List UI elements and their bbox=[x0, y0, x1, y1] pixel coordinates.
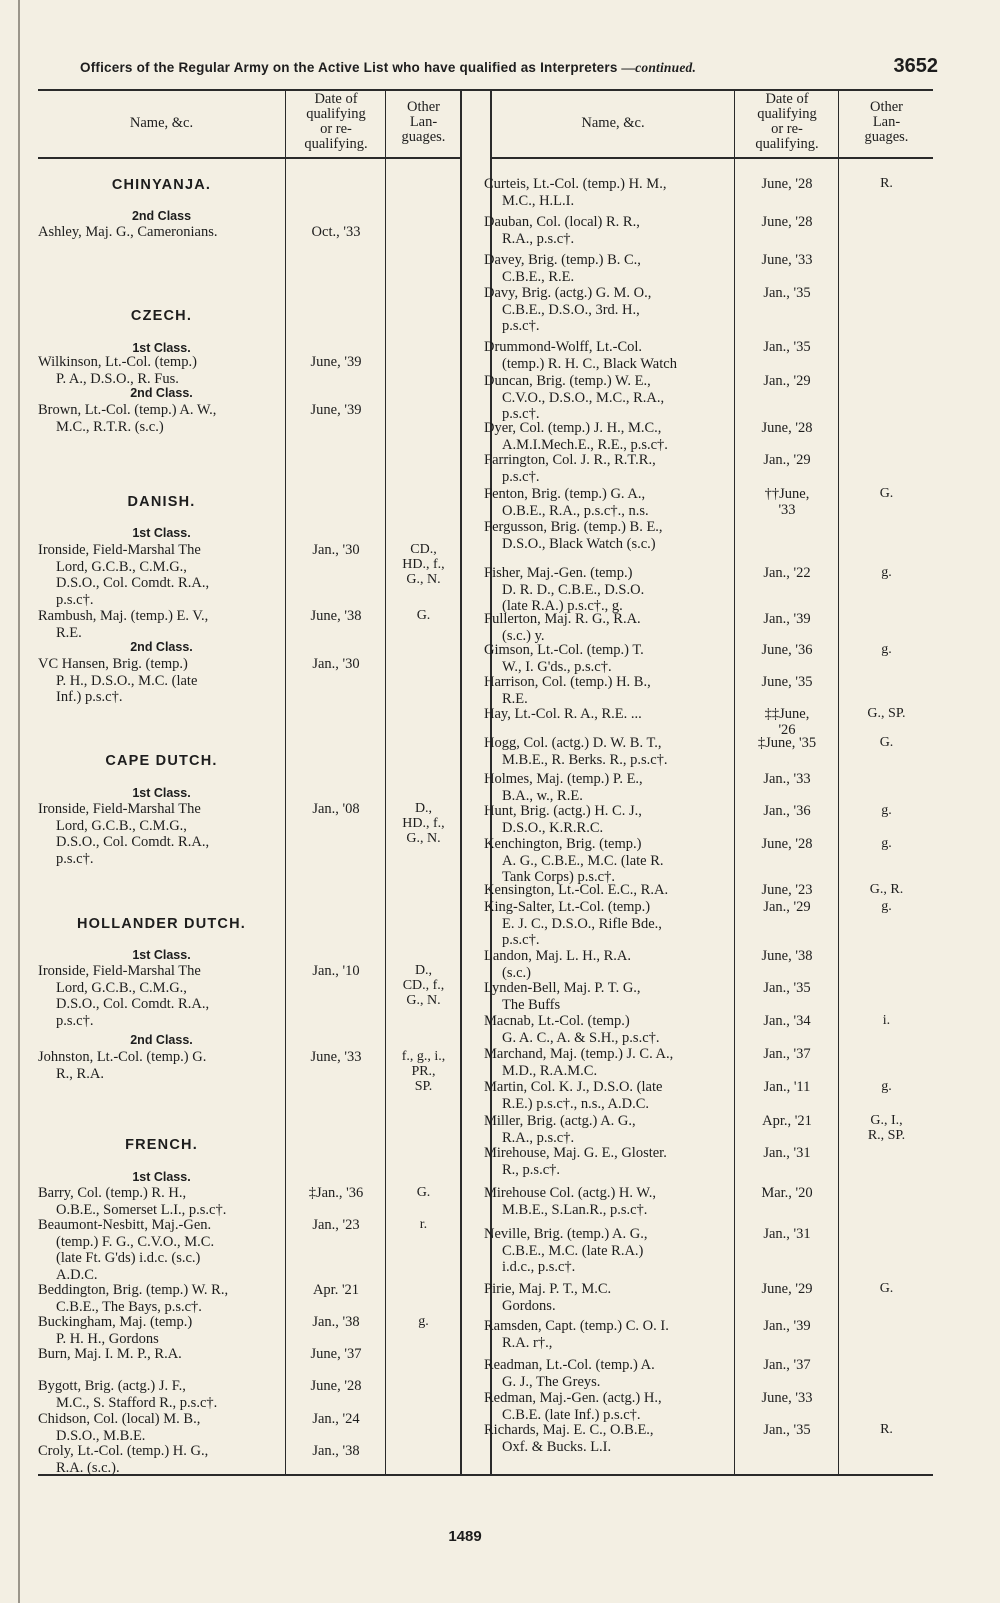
entry-other-languages: g. bbox=[881, 899, 892, 914]
entry-name-line: Curteis, Lt.-Col. (temp.) H. M., bbox=[484, 176, 667, 192]
entry-name-line: Hunt, Brig. (actg.) H. C. J., bbox=[484, 803, 642, 819]
entry-date: Jan., '29 bbox=[763, 373, 811, 389]
entry-name-line: Farrington, Col. J. R., R.T.R., bbox=[484, 452, 656, 468]
interpreter-table bbox=[38, 89, 933, 1509]
entry-name-line: Wilkinson, Lt.-Col. (temp.) bbox=[38, 354, 197, 370]
entry-name-line: p.s.c†. bbox=[502, 932, 540, 948]
header-title bbox=[80, 60, 696, 76]
entry-name bbox=[38, 1411, 285, 1444]
entry-name-line: Ironside, Field-Marshal The bbox=[38, 963, 201, 979]
entry-name-line: W., I. G'ds., p.s.c†. bbox=[502, 658, 612, 675]
entry-name-line: Bygott, Brig. (actg.) J. F., bbox=[38, 1378, 186, 1394]
class-heading: 2nd Class. bbox=[130, 1033, 193, 1047]
entry-name bbox=[484, 1145, 734, 1178]
column-rule bbox=[285, 89, 286, 1474]
entry-name-line: Beddington, Brig. (temp.) W. R., bbox=[38, 1282, 229, 1298]
entry-name-line: D.S.O., Col. Comdt. R.A., bbox=[56, 996, 210, 1012]
entry-name bbox=[484, 899, 734, 949]
entry-name-line: Lord, G.C.B., C.M.G., bbox=[56, 558, 187, 575]
entry-date: Jan., '37 bbox=[763, 1357, 811, 1373]
entry-other-languages: CD., HD., f., G., N. bbox=[402, 542, 445, 587]
entry-name-line: R.A., p.s.c†. bbox=[502, 230, 575, 247]
section-heading: CHINYANJA. bbox=[111, 177, 212, 193]
entry-name-line: Johnston, Lt.-Col. (temp.) G. bbox=[38, 1049, 207, 1065]
entry-name-line: R.E. bbox=[502, 690, 528, 707]
entry-date: June, '33 bbox=[761, 252, 813, 268]
entry-name-line: R.E.) p.s.c†., n.s., A.D.C. bbox=[502, 1095, 650, 1112]
entry-date: June, '37 bbox=[310, 1346, 362, 1362]
entry-other-languages: g. bbox=[881, 836, 892, 851]
entry-name-line: Ashley, Maj. G., Cameronians. bbox=[38, 224, 218, 240]
entry-name-line: O.B.E., Somerset L.I., p.s.c†. bbox=[56, 1201, 227, 1218]
entry-date: June, '28 bbox=[310, 1378, 362, 1394]
entry-other-languages: R. bbox=[880, 1422, 893, 1437]
entry-name bbox=[38, 1378, 285, 1411]
entry-name-line: R.A. (s.c.). bbox=[56, 1459, 120, 1476]
entry-date: Jan., '23 bbox=[312, 1217, 360, 1233]
entry-name-line: C.B.E., D.S.O., 3rd. H., bbox=[502, 301, 640, 318]
entry-name-line: R., p.s.c†. bbox=[502, 1161, 560, 1178]
entry-name-line: D.S.O., Col. Comdt. R.A., bbox=[56, 575, 210, 591]
entry-name bbox=[484, 285, 734, 335]
entry-other-languages: G., I., R., SP. bbox=[867, 1113, 906, 1143]
entry-name-line: Holmes, Maj. (temp.) P. E., bbox=[484, 771, 643, 787]
entry-name-line: Buckingham, Maj. (temp.) bbox=[38, 1314, 193, 1330]
entry-name bbox=[484, 1390, 734, 1423]
page-spine bbox=[18, 0, 20, 1603]
entry-date: Jan., '31 bbox=[763, 1226, 811, 1242]
entry-name-line: A.M.I.Mech.E., R.E., p.s.c†. bbox=[502, 436, 668, 453]
entry-name bbox=[484, 1079, 734, 1112]
entry-name-line: Landon, Maj. L. H., R.A. bbox=[484, 948, 631, 964]
entry-name bbox=[38, 963, 285, 1029]
entry-date: Jan., '35 bbox=[763, 1422, 811, 1438]
entry-name bbox=[484, 674, 734, 707]
column-rule bbox=[460, 89, 462, 1474]
entry-name-line: Dauban, Col. (local) R. R., bbox=[484, 214, 640, 230]
entry-other-languages: D., CD., f., G., N. bbox=[402, 963, 445, 1008]
entry-name bbox=[38, 1314, 285, 1347]
entry-date: June, '36 bbox=[761, 642, 813, 658]
class-heading: 1st Class. bbox=[132, 786, 191, 800]
entry-name bbox=[484, 214, 734, 247]
entry-other-languages: G. bbox=[416, 1185, 431, 1200]
entry-name-line: Tank Corps) p.s.c†. bbox=[502, 869, 615, 885]
entry-name-line: C.B.E., The Bays, p.s.c†. bbox=[56, 1298, 202, 1315]
header-bottom-rule bbox=[490, 157, 933, 159]
entry-name bbox=[484, 1281, 734, 1314]
entry-name bbox=[484, 1185, 734, 1218]
entry-date: Mar., '20 bbox=[761, 1185, 813, 1201]
entry-name-line: Marchand, Maj. (temp.) J. C. A., bbox=[484, 1046, 674, 1062]
entry-name bbox=[484, 948, 734, 981]
entry-date: June, '38 bbox=[310, 608, 362, 624]
entry-date: Jan., '37 bbox=[763, 1046, 811, 1062]
class-heading: 1st Class. bbox=[132, 1170, 191, 1184]
entry-name-line: Neville, Brig. (temp.) A. G., bbox=[484, 1226, 648, 1242]
entry-name-line: Harrison, Col. (temp.) H. B., bbox=[484, 674, 651, 690]
entry-name-line: Drummond-Wolff, Lt.-Col. bbox=[484, 339, 643, 355]
entry-name bbox=[484, 1422, 734, 1455]
entry-name-line: D.S.O., Col. Comdt. R.A., bbox=[56, 834, 210, 850]
entry-other-languages: g. bbox=[418, 1314, 429, 1329]
entry-name-line: Ramsden, Capt. (temp.) C. O. I. bbox=[484, 1318, 669, 1334]
entry-name bbox=[484, 452, 734, 485]
entry-other-languages: G. bbox=[416, 608, 431, 623]
entry-name-line: (s.c.) y. bbox=[502, 627, 545, 644]
entry-name bbox=[484, 1226, 734, 1276]
entry-name-line: D.S.O., Black Watch (s.c.) bbox=[502, 535, 656, 552]
entry-date: Jan., '38 bbox=[312, 1314, 360, 1330]
col-header-date: Date of qualifying or re- qualifying. bbox=[304, 91, 368, 152]
entry-name-line: Ironside, Field-Marshal The bbox=[38, 542, 201, 558]
entry-name-line: D.S.O., K.R.R.C. bbox=[502, 819, 604, 836]
header-bottom-rule bbox=[38, 157, 462, 159]
entry-name bbox=[38, 402, 285, 435]
entry-name-line: (late Ft. G'ds) i.d.c. (s.c.) bbox=[56, 1250, 201, 1266]
entry-name-line: C.B.E. (late Inf.) p.s.c†. bbox=[502, 1406, 641, 1423]
entry-date: Jan., '33 bbox=[763, 771, 811, 787]
entry-date: Jan., '35 bbox=[763, 339, 811, 355]
entry-name bbox=[38, 1346, 285, 1363]
entry-date: Jan., '39 bbox=[763, 1318, 811, 1334]
entry-name bbox=[484, 836, 734, 886]
entry-date: June, '28 bbox=[761, 214, 813, 230]
entry-date: Jan., '29 bbox=[763, 452, 811, 468]
entry-name-line: Kenchington, Brig. (temp.) bbox=[484, 836, 642, 852]
entry-name bbox=[484, 803, 734, 836]
entry-name bbox=[484, 176, 734, 209]
entry-name bbox=[484, 706, 734, 723]
entry-name-line: M.C., S. Stafford R., p.s.c†. bbox=[56, 1394, 218, 1411]
entry-name bbox=[484, 565, 734, 615]
entry-name bbox=[38, 608, 285, 641]
entry-name-line: B.A., w., R.E. bbox=[502, 787, 583, 804]
entry-name-line: M.D., R.A.M.C. bbox=[502, 1062, 598, 1079]
entry-date: June, '39 bbox=[310, 402, 362, 418]
entry-name-line: A. G., C.B.E., M.C. (late R. bbox=[502, 852, 664, 869]
entry-name bbox=[38, 1049, 285, 1082]
entry-name bbox=[484, 339, 734, 372]
class-heading: 2nd Class. bbox=[130, 640, 193, 654]
entry-date: Jan., '39 bbox=[763, 611, 811, 627]
entry-name-line: (s.c.) bbox=[502, 964, 531, 981]
entry-name-line: E. J. C., D.S.O., Rifle Bde., bbox=[502, 915, 662, 932]
entry-name-line: R.A., p.s.c†. bbox=[502, 1129, 575, 1146]
entry-name-line: Kensington, Lt.-Col. E.C., R.A. bbox=[484, 882, 669, 898]
entry-name-line: p.s.c†. bbox=[56, 1012, 94, 1029]
entry-other-languages: g. bbox=[881, 1079, 892, 1094]
entry-name bbox=[484, 882, 734, 899]
entry-name bbox=[38, 1217, 285, 1283]
entry-name-line: Mirehouse, Maj. G. E., Gloster. bbox=[484, 1145, 667, 1161]
entry-name-line: p.s.c†. bbox=[502, 406, 540, 422]
entry-name-line: Lord, G.C.B., C.M.G., bbox=[56, 979, 187, 996]
entry-name-line: D. R. D., C.B.E., D.S.O. bbox=[502, 581, 645, 598]
entry-name-line: Davey, Brig. (temp.) B. C., bbox=[484, 252, 641, 268]
entry-other-languages: G. bbox=[879, 1281, 894, 1296]
entry-date: June, '29 bbox=[761, 1281, 813, 1297]
entry-name-line: King-Salter, Lt.-Col. (temp.) bbox=[484, 899, 651, 915]
entry-date: Oct., '33 bbox=[311, 224, 361, 240]
entry-name-line: D.S.O., M.B.E. bbox=[56, 1427, 146, 1444]
section-heading: DANISH. bbox=[127, 494, 196, 510]
entry-name-line: Readman, Lt.-Col. (temp.) A. bbox=[484, 1357, 655, 1373]
entry-name-line: Gimson, Lt.-Col. (temp.) T. bbox=[484, 642, 644, 658]
entry-date: Apr. '21 bbox=[312, 1282, 360, 1298]
entry-name bbox=[484, 642, 734, 675]
entry-other-languages: f., g., i., PR., SP. bbox=[401, 1049, 446, 1094]
class-heading: 2nd Class bbox=[131, 209, 192, 223]
entry-other-languages: g. bbox=[881, 642, 892, 657]
entry-name bbox=[38, 542, 285, 608]
entry-date: Jan., '36 bbox=[763, 803, 811, 819]
entry-name-line: Beaumont-Nesbitt, Maj.-Gen. bbox=[38, 1217, 212, 1233]
entry-date: Apr., '21 bbox=[762, 1113, 812, 1129]
entry-name bbox=[484, 420, 734, 453]
entry-date: June, '38 bbox=[761, 948, 813, 964]
section-heading: CAPE DUTCH. bbox=[105, 753, 218, 769]
entry-date: June, '28 bbox=[761, 176, 813, 192]
column-rule bbox=[385, 89, 386, 1474]
entry-name-line: Lord, G.C.B., C.M.G., bbox=[56, 817, 187, 834]
entry-date: June, '33 bbox=[761, 1390, 813, 1406]
header-title-suffix: —continued. bbox=[621, 60, 697, 75]
entry-name bbox=[484, 519, 734, 552]
entry-name-line: Davy, Brig. (actg.) G. M. O., bbox=[484, 285, 652, 301]
entry-name bbox=[38, 354, 285, 387]
entry-name-line: Mirehouse Col. (actg.) H. W., bbox=[484, 1185, 656, 1201]
class-heading: 2nd Class. bbox=[130, 386, 193, 400]
entry-name bbox=[484, 611, 734, 644]
entry-date: Jan., '29 bbox=[763, 899, 811, 915]
entry-date: ‡Jan., '36 bbox=[308, 1185, 364, 1201]
col-header-name: Name, &c. bbox=[581, 115, 645, 131]
entry-name-line: Gordons. bbox=[502, 1297, 556, 1314]
entry-name-line: M.C., R.T.R. (s.c.) bbox=[56, 418, 164, 435]
entry-name-line: Pirie, Maj. P. T., M.C. bbox=[484, 1281, 612, 1297]
entry-name-line: (late R.A.) p.s.c†., g. bbox=[502, 598, 623, 614]
entry-name-line: R.E. bbox=[56, 624, 82, 641]
entry-name bbox=[484, 1013, 734, 1046]
entry-name-line: G. A. C., A. & S.H., p.s.c†. bbox=[502, 1029, 660, 1046]
entry-other-languages: G. bbox=[879, 735, 894, 750]
entry-date: June, '39 bbox=[310, 354, 362, 370]
entry-name-line: VC Hansen, Brig. (temp.) bbox=[38, 656, 188, 672]
entry-name-line: Inf.) p.s.c†. bbox=[56, 689, 123, 705]
entry-name-line: Brown, Lt.-Col. (temp.) A. W., bbox=[38, 402, 217, 418]
entry-name-line: Ironside, Field-Marshal The bbox=[38, 801, 201, 817]
footer-page-number: 1489 bbox=[448, 1528, 482, 1545]
column-rule bbox=[734, 89, 735, 1474]
entry-date: Jan., '38 bbox=[312, 1443, 360, 1459]
entry-name-line: Fenton, Brig. (temp.) G. A., bbox=[484, 486, 646, 502]
entry-name-line: Rambush, Maj. (temp.) E. V., bbox=[38, 608, 209, 624]
entry-other-languages: G. bbox=[879, 486, 894, 501]
entry-other-languages: i. bbox=[882, 1013, 891, 1028]
entry-name bbox=[484, 373, 734, 423]
entry-name bbox=[38, 224, 285, 241]
entry-name bbox=[484, 486, 734, 519]
entry-name bbox=[484, 1113, 734, 1146]
entry-other-languages: D., HD., f., G., N. bbox=[402, 801, 445, 846]
entry-name-line: Hay, Lt.-Col. R. A., R.E. ... bbox=[484, 706, 642, 722]
entry-name-line: P. H., D.S.O., M.C. (late bbox=[56, 672, 198, 689]
entry-name-line: (temp.) R. H. C., Black Watch bbox=[502, 355, 677, 372]
entry-name-line: Croly, Lt.-Col. (temp.) H. G., bbox=[38, 1443, 209, 1459]
entry-date: Jan., '10 bbox=[312, 963, 360, 979]
entry-name bbox=[484, 1046, 734, 1079]
col-header-date: Date of qualifying or re- qualifying. bbox=[755, 91, 819, 152]
col-header-other: Other Lan- guages. bbox=[864, 99, 909, 145]
entry-name-line: A.D.C. bbox=[56, 1266, 98, 1283]
entry-name-line: O.B.E., R.A., p.s.c†., n.s. bbox=[502, 502, 649, 519]
entry-name-line: p.s.c†. bbox=[502, 318, 540, 334]
entry-date: June, '33 bbox=[310, 1049, 362, 1065]
entry-date: Jan., '31 bbox=[763, 1145, 811, 1161]
entry-name-line: R., R.A. bbox=[56, 1065, 104, 1082]
entry-name-line: Fullerton, Maj. R. G., R.A. bbox=[484, 611, 641, 627]
entry-name bbox=[484, 252, 734, 285]
header-title-main: Officers of the Regular Army on the Active List who have qualified as Interpreters bbox=[80, 60, 618, 75]
entry-name-line: Lynden-Bell, Maj. P. T. G., bbox=[484, 980, 641, 996]
entry-name-line: p.s.c†. bbox=[502, 468, 540, 485]
section-heading: CZECH. bbox=[130, 308, 193, 324]
entry-name bbox=[484, 1318, 734, 1351]
entry-name-line: Redman, Maj.-Gen. (actg.) H., bbox=[484, 1390, 662, 1406]
entry-date: ‡‡June, '26 bbox=[764, 706, 810, 738]
entry-other-languages: G., R. bbox=[869, 882, 904, 897]
entry-date: Jan., '11 bbox=[763, 1079, 811, 1095]
class-heading: 1st Class. bbox=[132, 948, 191, 962]
entry-date: Jan., '34 bbox=[763, 1013, 811, 1029]
col-header-other: Other Lan- guages. bbox=[401, 99, 446, 145]
entry-other-languages: r. bbox=[419, 1217, 428, 1232]
entry-name-line: i.d.c., p.s.c†. bbox=[502, 1259, 576, 1275]
section-heading: HOLLANDER DUTCH. bbox=[76, 916, 247, 932]
entry-name bbox=[38, 801, 285, 867]
entry-name-line: p.s.c†. bbox=[56, 850, 94, 867]
entry-name bbox=[484, 1357, 734, 1390]
entry-date: ††June, '33 bbox=[764, 486, 810, 518]
entry-name-line: G. J., The Greys. bbox=[502, 1373, 601, 1390]
section-heading: FRENCH. bbox=[125, 1137, 198, 1153]
entry-name-line: M.B.E., R. Berks. R., p.s.c†. bbox=[502, 751, 668, 768]
entry-date: June, '28 bbox=[761, 420, 813, 436]
entry-name-line: Barry, Col. (temp.) R. H., bbox=[38, 1185, 187, 1201]
entry-name-line: R.A. r†., bbox=[502, 1334, 553, 1351]
entry-name-line: Fergusson, Brig. (temp.) B. E., bbox=[484, 519, 663, 535]
entry-other-languages: g. bbox=[881, 565, 892, 580]
column-rule bbox=[838, 89, 839, 1474]
entry-name-line: Miller, Brig. (actg.) A. G., bbox=[484, 1113, 636, 1129]
entry-date: June, '35 bbox=[761, 674, 813, 690]
entry-name bbox=[484, 771, 734, 804]
entry-name-line: C.B.E., R.E. bbox=[502, 268, 575, 285]
entry-name-line: P. H. H., Gordons bbox=[56, 1330, 159, 1347]
entry-name bbox=[484, 735, 734, 768]
entry-name bbox=[38, 1185, 285, 1218]
entry-name-line: P. A., D.S.O., R. Fus. bbox=[56, 370, 179, 387]
entry-other-languages: g. bbox=[881, 803, 892, 818]
entry-name-line: Hogg, Col. (actg.) D. W. B. T., bbox=[484, 735, 662, 751]
entry-name-line: Dyer, Col. (temp.) J. H., M.C., bbox=[484, 420, 662, 436]
entry-date: Jan., '30 bbox=[312, 656, 360, 672]
entry-date: June, '23 bbox=[761, 882, 813, 898]
entry-date: Jan., '30 bbox=[312, 542, 360, 558]
entry-name bbox=[38, 1443, 285, 1476]
entry-date: Jan., '35 bbox=[763, 980, 811, 996]
entry-name bbox=[484, 980, 734, 1013]
class-heading: 1st Class. bbox=[132, 341, 191, 355]
entry-name-line: (temp.) F. G., C.V.O., M.C. bbox=[56, 1233, 215, 1250]
entry-date: June, '28 bbox=[761, 836, 813, 852]
entry-other-languages: R. bbox=[880, 176, 893, 191]
entry-name-line: Martin, Col. K. J., D.S.O. (late bbox=[484, 1079, 663, 1095]
entry-name-line: Richards, Maj. E. C., O.B.E., bbox=[484, 1422, 654, 1438]
entry-other-languages: G., SP. bbox=[867, 706, 906, 721]
entry-date: ‡June, '35 bbox=[757, 735, 817, 751]
entry-date: Jan., '08 bbox=[312, 801, 360, 817]
col-header-name: Name, &c. bbox=[129, 115, 194, 131]
entry-name-line: Oxf. & Bucks. L.I. bbox=[502, 1438, 612, 1455]
entry-name-line: Chidson, Col. (local) M. B., bbox=[38, 1411, 201, 1427]
entry-name-line: C.B.E., M.C. (late R.A.) bbox=[502, 1242, 644, 1259]
entry-name-line: Fisher, Maj.-Gen. (temp.) bbox=[484, 565, 633, 581]
entry-name-line: M.B.E., S.Lan.R., p.s.c†. bbox=[502, 1201, 648, 1218]
entry-name-line: M.C., H.L.I. bbox=[502, 192, 575, 209]
header-page-number: 3652 bbox=[893, 55, 938, 77]
entry-name-line: Burn, Maj. I. M. P., R.A. bbox=[38, 1346, 182, 1362]
page-header bbox=[80, 52, 938, 78]
entry-name-line: p.s.c†. bbox=[56, 591, 94, 608]
entry-name bbox=[38, 656, 285, 706]
class-heading: 1st Class. bbox=[132, 526, 191, 540]
entry-date: Jan., '35 bbox=[763, 285, 811, 301]
entry-date: Jan., '24 bbox=[312, 1411, 360, 1427]
entry-name-line: C.V.O., D.S.O., M.C., R.A., bbox=[502, 389, 665, 406]
entry-name-line: Duncan, Brig. (temp.) W. E., bbox=[484, 373, 651, 389]
entry-date: Jan., '22 bbox=[763, 565, 811, 581]
entry-name-line: Macnab, Lt.-Col. (temp.) bbox=[484, 1013, 630, 1029]
entry-name bbox=[38, 1282, 285, 1315]
entry-name-line: The Buffs bbox=[502, 996, 561, 1013]
